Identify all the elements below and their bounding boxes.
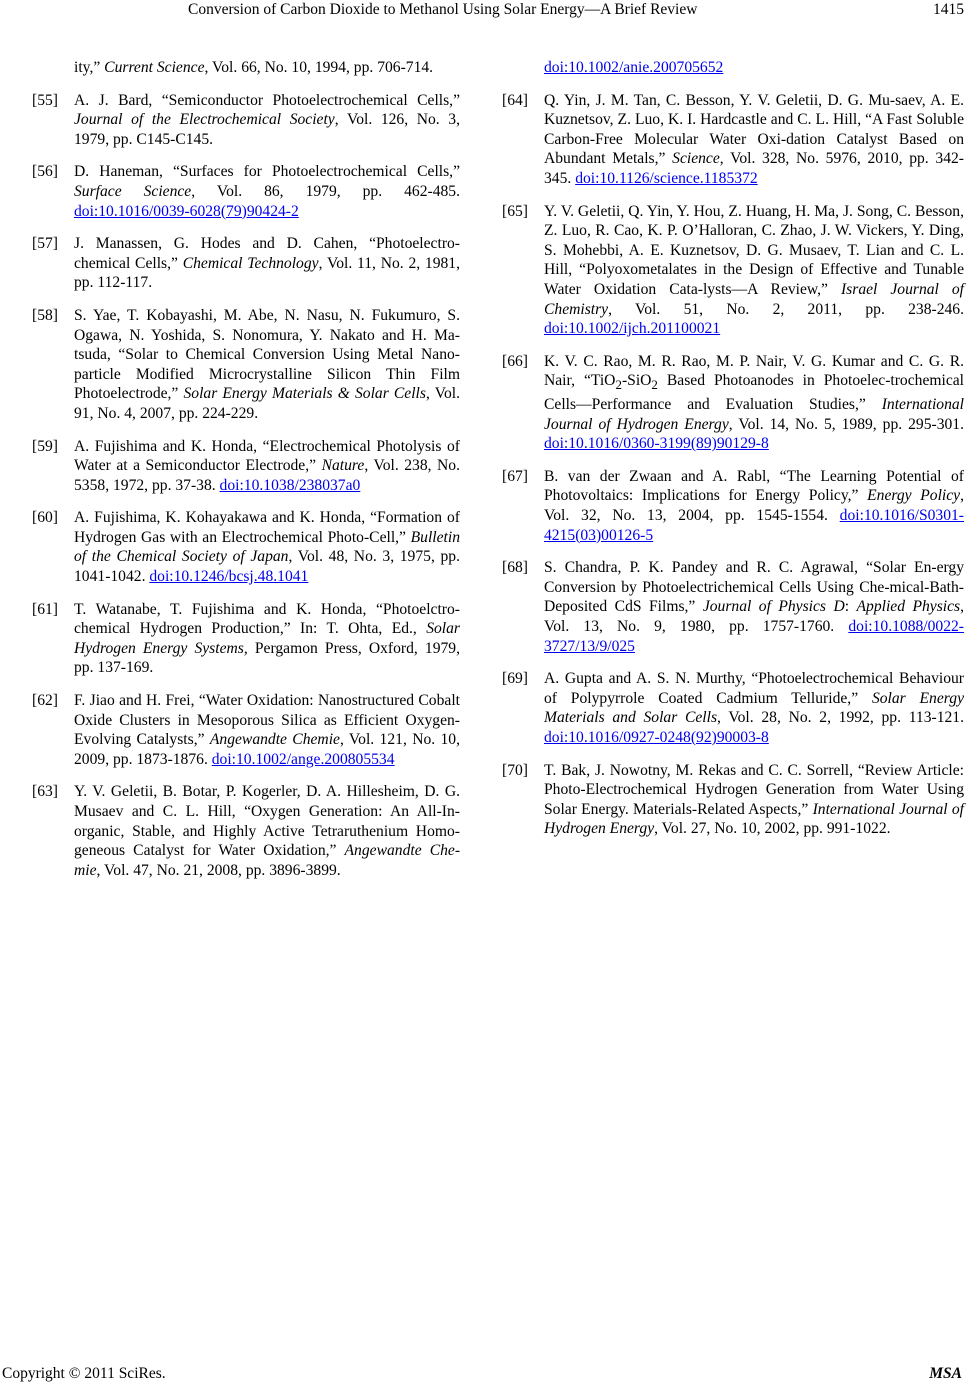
reference-entry: [32, 58, 460, 78]
reference-entry: [502, 558, 964, 656]
reference-number: [69]: [502, 670, 528, 688]
references-left-column: [32, 58, 460, 893]
reference-text: , Vol. 47, No. 21, 2008, pp. 3896-3899.: [96, 861, 341, 879]
subscript: 2: [651, 377, 658, 393]
references-right-column: [502, 58, 964, 852]
reference-text: F. Jiao and H. Frei, “Water Oxidation: Nanostructured Cobalt Oxide Clusters in Mesoporous Silica as Efficient Oxygen-Evolving Catalysts,”: [74, 692, 460, 749]
doi-link[interactable]: doi:10.1016/0039-6028(79)90424-2: [74, 202, 299, 220]
reference-text: , Vol. 91, No. 4, 2007, pp. 224-229.: [74, 385, 460, 422]
reference-number: [61]: [32, 600, 58, 618]
reference-text: , Vol. 11, No. 2, 1981, pp. 112-117.: [74, 254, 461, 292]
reference-text: -SiO: [621, 372, 652, 390]
page-footer: [0, 1365, 968, 1385]
reference-text: , Vol. 14, No. 5, 1989, pp. 295-301.: [728, 415, 964, 433]
reference-text: , Vol. 51, No. 2, 2011, pp. 238-246.: [608, 300, 964, 318]
reference-text: , Vol. 121, No. 10, 2009, pp. 1873-1876.: [74, 731, 460, 768]
reference-text: , Vol. 48, No. 3, 1975, pp. 1041-1042.: [74, 548, 460, 586]
reference-entry: [32, 234, 460, 293]
copyright-notice: Copyright © 2011 SciRes.: [2, 1365, 166, 1382]
reference-text: , Vol. 27, No. 10, 2002, pp. 991-1022.: [654, 820, 891, 838]
reference-text: , Vol. 32, No. 13, 2004, pp. 1545-1554.: [544, 487, 964, 524]
reference-entry: [502, 91, 964, 189]
journal-title: Science: [672, 150, 720, 168]
journal-title: Bulletin of the Chemical Society of Japan: [74, 528, 460, 566]
journal-title: Journal of Physics D: [702, 598, 845, 616]
reference-text: ity,”: [74, 59, 105, 76]
doi-link[interactable]: doi:10.1088/0022-3727/13/9/025: [544, 617, 964, 655]
reference-text: , Vol. 86, 1979, pp. 462-485.: [191, 182, 460, 200]
doi-link[interactable]: doi:10.1002/ange.200805534: [211, 750, 395, 768]
reference-text: A. Gupta and A. S. N. Murthy, “Photoelectrochemical Behaviour of Polypyrrole Coated Cadmium Telluride,”: [544, 670, 964, 707]
reference-text: S. Chandra, P. K. Pandey and R. C. Agrawal, “Solar En-ergy Conversion by Photoelectrichemical Cells Using Che-mical-Bath-Deposited CdS Films,”: [544, 559, 964, 616]
reference-number: [70]: [502, 761, 528, 779]
reference-number: [58]: [32, 306, 58, 324]
reference-entry: [502, 669, 964, 747]
doi-link[interactable]: doi:10.1002/ijch.201100021: [544, 320, 721, 338]
reference-number: [60]: [32, 509, 58, 527]
doi-link[interactable]: doi:10.1016/S0301-4215(03)00126-5: [544, 506, 964, 544]
journal-title: International Journal of Hydrogen Energy: [544, 396, 964, 433]
reference-number: [59]: [32, 437, 58, 455]
reference-number: [66]: [502, 352, 528, 370]
doi-link[interactable]: doi:10.1246/bcsj.48.1041: [149, 568, 309, 586]
reference-entry: [32, 508, 460, 586]
reference-text: S. Yae, T. Kobayashi, M. Abe, N. Nasu, N. Fukumuro, S. Ogawa, N. Yoshida, S. Nonomura, Y. Nakato and H. Ma-tsuda, “Solar to Chemical Conversion Using Metal Nano-particle Modified Microcrystalline Silicon Thin Film Photoelectrode,”: [74, 306, 460, 403]
reference-text: T. Watanabe, T. Fujishima and K. Honda, “Photoelctro-chemical Hydrogen Production,” In: T. Ohta, Ed.,: [74, 600, 460, 638]
journal-title: Surface Science: [74, 182, 192, 200]
reference-text: , Vol. 328, No. 5976, 2010, pp. 342-345.: [544, 150, 964, 187]
reference-entry: [32, 91, 460, 150]
journal-title: Applied Physics: [856, 598, 961, 616]
running-header: [0, 0, 968, 24]
journal-title: Angewandte Che-mie: [74, 842, 461, 879]
reference-number: [67]: [502, 467, 528, 485]
journal-title: Solar Energy Materials and Solar Cells: [544, 689, 964, 727]
reference-text: Y. V. Geletii, B. Botar, P. Kogerler, D. A. Hillesheim, D. G. Musaev and C. L. Hill, “Oxygen Generation: An All-In-organic, Stable, and Highly Active Tetraruthenium Homo-geneous Catalyst for Water Oxidation,”: [74, 783, 460, 860]
journal-title: International Journal of Hydrogen Energy: [544, 800, 965, 838]
reference-text: Based Photoanodes in Photoelec-trochemical Cells—Performance and Evaluation Studies,”: [544, 372, 965, 414]
reference-text: , Vol. 13, No. 9, 1980, pp. 1757-1760.: [544, 598, 964, 635]
journal-title: Journal of the Electrochemical Society: [74, 111, 335, 129]
reference-text: Y. V. Geletii, Q. Yin, Y. Hou, Z. Huang, H. Ma, J. Song, C. Besson, Z. Luo, R. Cao, K. P. O’Halloran, C. Zhao, J. W. Vickers, Y. Ding, S. Mohebbi, A. E. Kuznetsov, D. G. Musaev, T. Lian and C. L. Hill, “Polyoxometalates in the Design of Effective and Tunable Water Oxidation Cata-lysts—A Review,”: [544, 202, 964, 298]
reference-text: , Vol. 238, No. 5358, 1972, pp. 37-38.: [74, 457, 460, 494]
reference-number: [65]: [502, 202, 528, 220]
running-title: Conversion of Carbon Dioxide to Methanol Using Solar Energy—A Brief Review: [188, 1, 698, 18]
reference-entry: [32, 162, 460, 221]
reference-number: [62]: [32, 692, 58, 710]
reference-text: A. Fujishima, K. Kohayakawa and K. Honda, “Formation of Hydrogen Gas with an Electrochemical Photo-Cell,”: [74, 509, 460, 546]
reference-number: [55]: [32, 91, 58, 109]
reference-text: A. J. Bard, “Semiconductor Photoelectrochemical Cells,”: [74, 91, 460, 109]
reference-number: [57]: [32, 235, 58, 253]
reference-entry: [32, 306, 460, 424]
reference-entry: [502, 761, 964, 839]
reference-entry: [32, 691, 460, 769]
reference-entry: [32, 600, 460, 678]
reference-text: J. Manassen, G. Hodes and D. Cahen, “Photoelectro-chemical Cells,”: [74, 235, 460, 272]
reference-number: [56]: [32, 163, 58, 181]
subscript: 2: [615, 377, 622, 393]
reference-number: [63]: [32, 783, 58, 801]
reference-text: , Vol. 66, No. 10, 1994, pp. 706-714.: [204, 59, 434, 76]
reference-text: , Vol. 28, No. 2, 1992, pp. 113-121.: [717, 709, 964, 727]
journal-abbreviation: MSA: [929, 1365, 962, 1382]
reference-text: Q. Yin, J. M. Tan, C. Besson, Y. V. Geletii, D. G. Mu-saev, A. E. Kuznetsov, Z. Luo, K. I. Hardcastle and C. L. Hill, “A Fast Soluble Carbon-Free Molecular Water Oxi-dation Catalyst Based on Abundant Metals,”: [544, 91, 964, 168]
reference-text: A. Fujishima and K. Honda, “Electrochemical Photolysis of Water at a Semiconductor Electrode,”: [74, 437, 460, 475]
journal-title: Angewandte Chemie: [209, 731, 340, 749]
reference-number: [68]: [502, 559, 528, 577]
reference-entry: [502, 352, 964, 454]
reference-entry: [502, 467, 964, 545]
page-number: 1415: [933, 1, 964, 18]
reference-number: [64]: [502, 91, 528, 109]
reference-entry: [32, 782, 460, 880]
journal-title: Current Science: [104, 59, 205, 76]
reference-entry: [502, 202, 964, 339]
journal-title: Solar Hydrogen Energy Systems: [74, 620, 460, 657]
doi-link[interactable]: doi:10.1016/0360-3199(89)90129-8: [544, 435, 769, 453]
journal-title: Solar Energy Materials & Solar Cells: [183, 385, 426, 403]
reference-text: B. van der Zwaan and A. Rabl, “The Learning Potential of Photovoltaics: Implications for Energy Policy,”: [544, 467, 964, 505]
reference-text: T. Bak, J. Nowotny, M. Rekas and C. C. Sorrell, “Review Article: Photo-Electrochemical Hydrogen Generation from Water Using Solar Energy. Materials-Related Aspects,”: [544, 761, 964, 818]
doi-link[interactable]: doi:10.1016/0927-0248(92)90003-8: [544, 728, 769, 746]
journal-title: Israel Journal of Chemistry: [544, 280, 964, 318]
reference-text: , Pergamon Press, Oxford, 1979, pp. 137-169.: [74, 639, 460, 677]
doi-link[interactable]: doi:10.1126/science.1185372: [575, 169, 758, 187]
doi-link[interactable]: doi:10.1002/anie.200705652: [544, 59, 724, 76]
journal-title: Chemical Technology: [182, 254, 319, 272]
reference-text: K. V. C. Rao, M. R. Rao, M. P. Nair, V. G. Kumar and C. G. R. Nair, “TiO: [544, 352, 964, 390]
reference-entry: [32, 437, 460, 496]
reference-text: , Vol. 126, No. 3, 1979, pp. C145-C145.: [74, 111, 460, 148]
doi-link[interactable]: doi:10.1038/238037a0: [219, 476, 361, 494]
reference-text: :: [844, 598, 857, 616]
reference-entry: [502, 58, 964, 78]
reference-text: D. Haneman, “Surfaces for Photoelectrochemical Cells,”: [74, 163, 460, 181]
journal-title: Nature: [321, 457, 365, 475]
journal-title: Energy Policy: [867, 487, 961, 505]
